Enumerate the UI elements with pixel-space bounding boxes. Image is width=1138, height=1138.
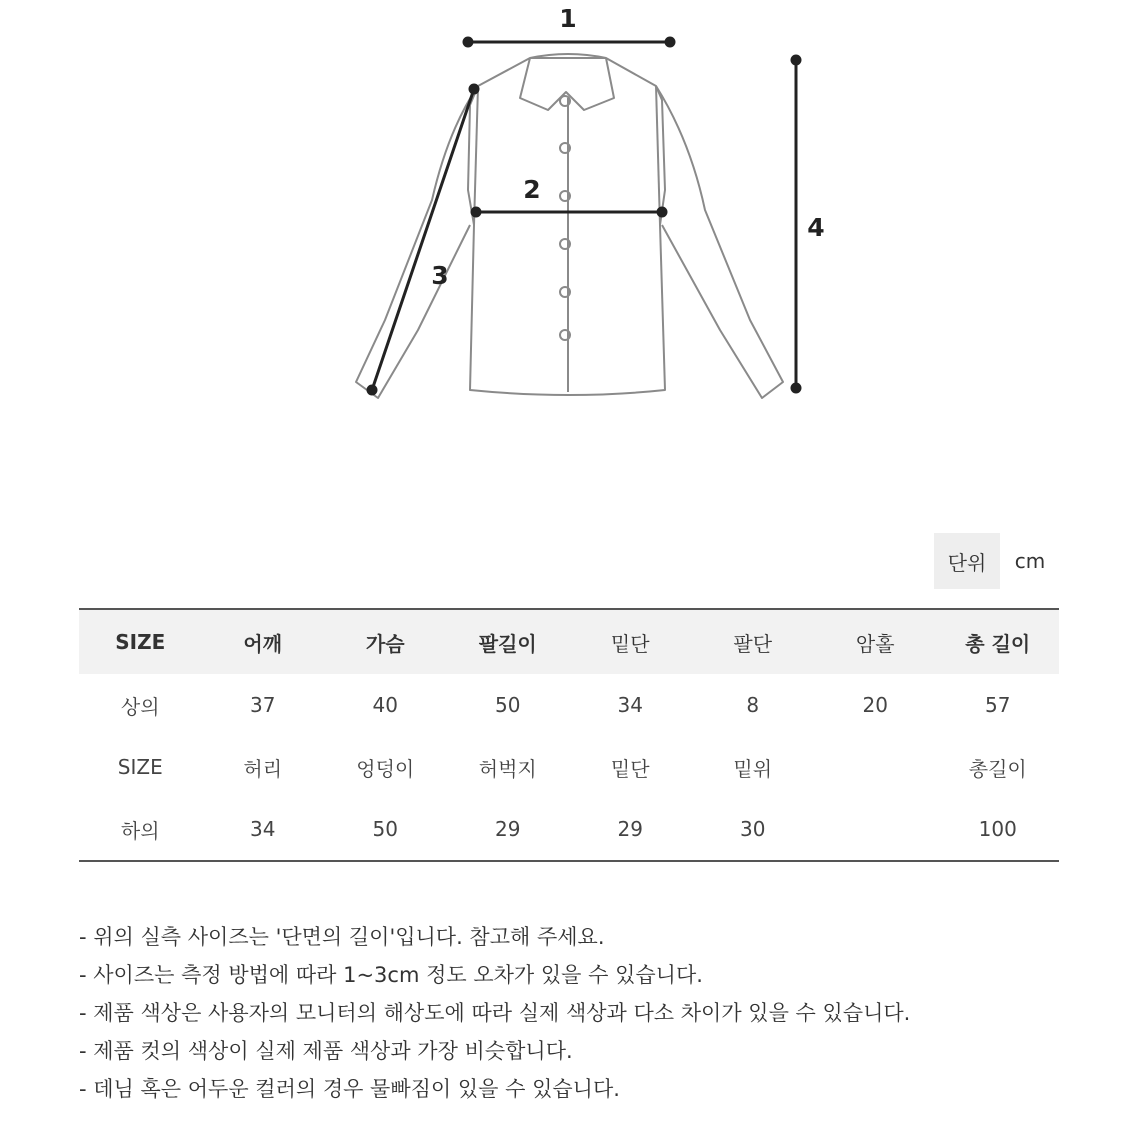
table-cell: 총길이 [968,756,1027,781]
table-header-cell: 가슴 [324,609,447,674]
table-cell: 29 [495,817,521,841]
table-header-cell: 밑단 [569,609,692,674]
unit-indicator [934,533,1060,589]
table-cell: 엉덩이 [356,756,415,781]
note-item: - 제품 컷의 색상이 실제 제품 색상과 가장 비슷합니다. [79,1039,573,1063]
table-header-cell: 팔길이 [447,609,570,674]
table-cell: 허리 [243,756,283,781]
table-cell: 100 [978,817,1017,841]
table-row [79,798,1059,861]
table-cell: 허벅지 [478,756,537,781]
table-cell: 50 [372,817,398,841]
size-table [79,608,1059,862]
table-cell: 30 [740,817,766,841]
table-cell: 밑단 [610,756,650,781]
table-cell: SIZE [117,755,163,779]
note-item: - 제품 색상은 사용자의 모니터의 해상도에 따라 실제 색상과 다소 차이가 있을 수 있습니다. [79,1001,911,1025]
table-cell: 57 [985,693,1011,717]
table-cell: 8 [746,693,760,717]
table-header-cell: 어깨 [202,609,325,674]
note-item: - 사이즈는 측정 방법에 따라 1~3cm 정도 오차가 있을 수 있습니다. [79,963,703,987]
table-cell [814,736,937,798]
table-row [79,736,1059,798]
length-label: 4 [807,213,825,242]
sleeve-measure-line [372,89,474,390]
unit-value: cm [1014,549,1046,573]
shirt-measurement-diagram [0,0,1138,470]
table-cell: 34 [250,817,276,841]
notes-list [79,918,1099,1108]
note-item: - 데님 혹은 어두운 컬러의 경우 물빠짐이 있을 수 있습니다. [79,1077,620,1101]
table-cell: 상의 [120,694,160,719]
table-cell: 밑위 [733,756,773,781]
table-cell [814,798,937,861]
table-cell: 37 [250,693,276,717]
note-item: - 위의 실측 사이즈는 '단면의 길이'입니다. 참고해 주세요. [79,925,605,949]
table-header-cell: 팔단 [692,609,815,674]
table-row [79,674,1059,736]
sleeve-label: 3 [431,261,449,290]
unit-key: 단위 [934,533,1000,589]
table-header-cell: 암홀 [814,609,937,674]
shoulder-label: 1 [559,4,577,33]
table-cell: 50 [495,693,521,717]
table-cell: 29 [617,817,643,841]
shirt-outline-icon [356,54,783,398]
table-header-row [79,609,1059,674]
chest-label: 2 [523,175,541,204]
table-cell: 34 [617,693,643,717]
table-header-cell: SIZE [79,609,202,674]
table-cell: 20 [862,693,888,717]
table-cell: 하의 [120,818,160,843]
table-header-cell: 총 길이 [937,609,1060,674]
table-cell: 40 [372,693,398,717]
